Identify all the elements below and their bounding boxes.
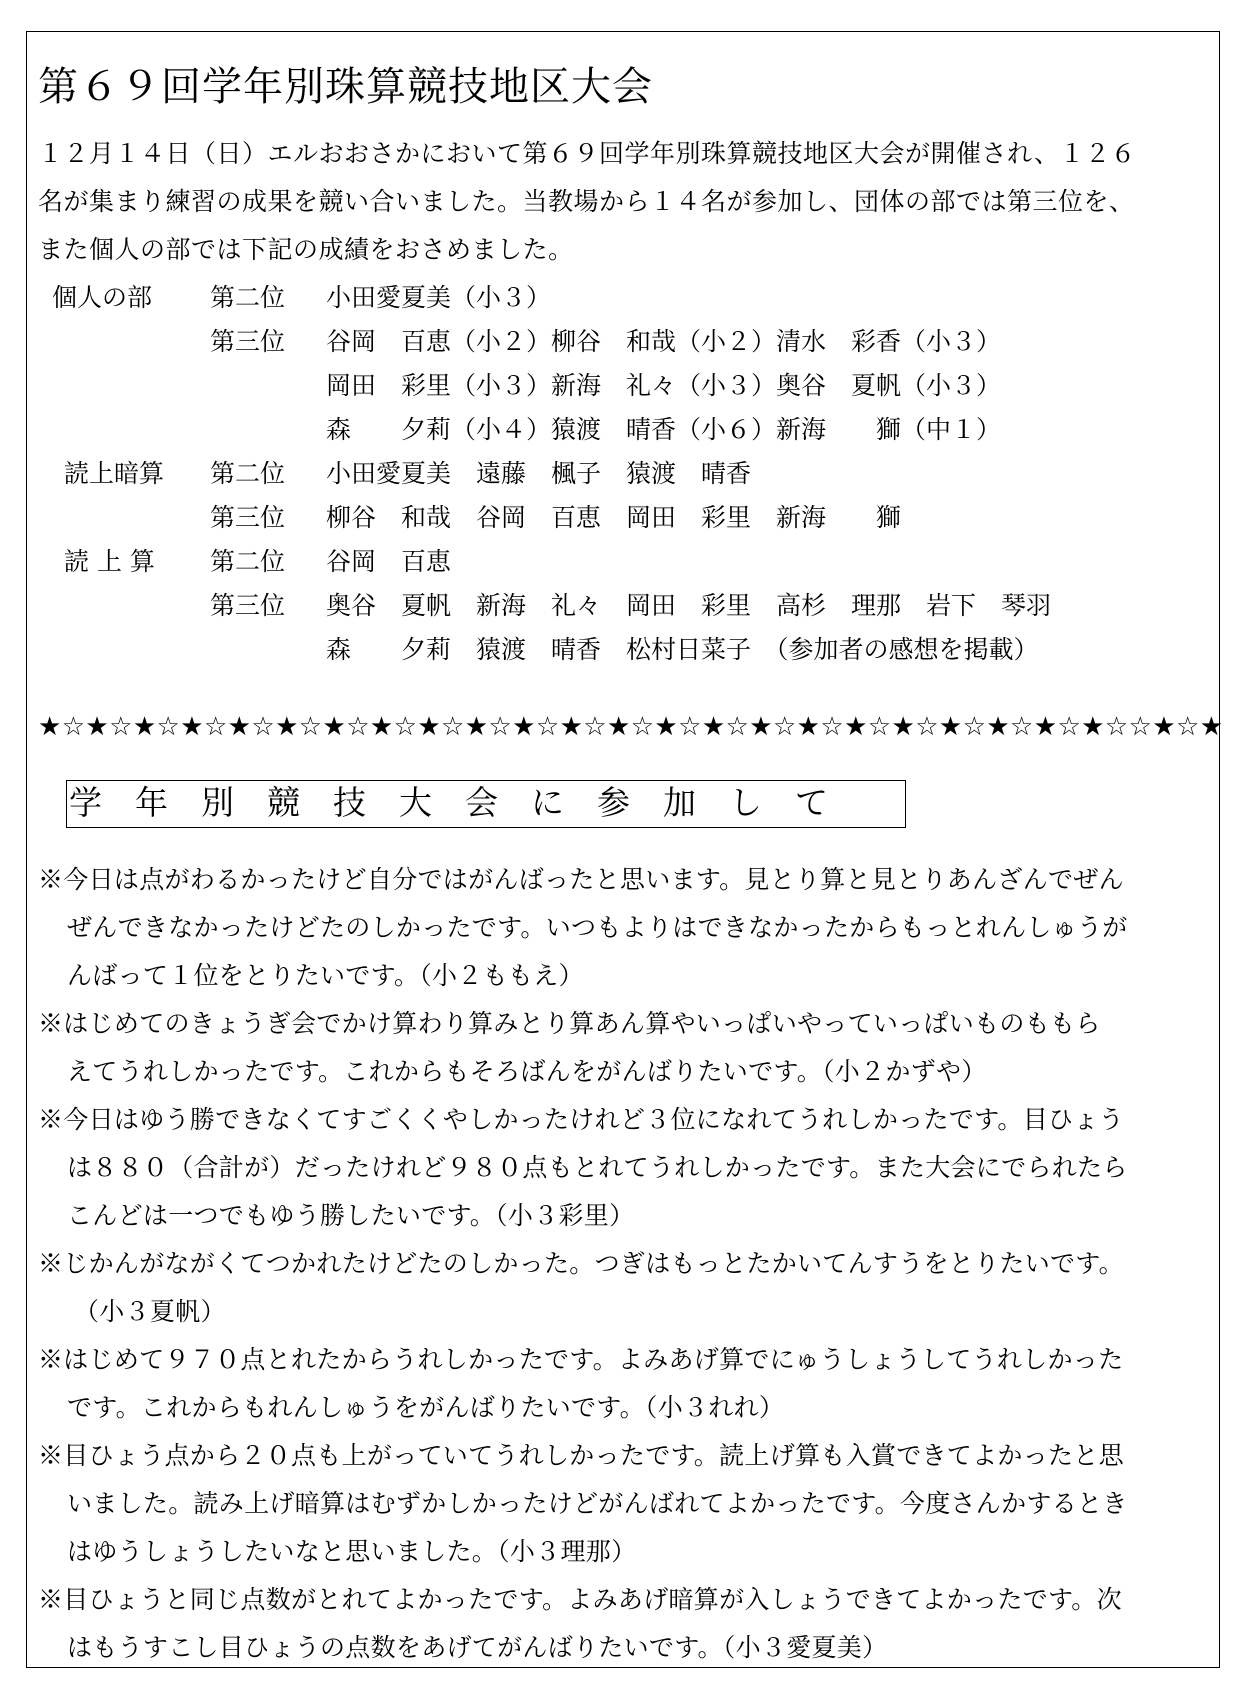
comments-list bbox=[38, 856, 1212, 1672]
award-category: 読 上 算 bbox=[64, 547, 155, 576]
comment-line: ※今日は点がわるかったけど自分ではがんばったと思います。見とり算と見とりあんざんでぜん bbox=[38, 865, 1124, 894]
comment-line: ※はじめて９７０点とれたからうれしかったです。よみあげ算でにゅうしょうしてうれしかった bbox=[38, 1345, 1124, 1374]
comment-line: ※今日はゆう勝できなくてすごくくやしかったけれど３位になれてうれしかったです。目ひょう bbox=[38, 1105, 1124, 1134]
comment-item bbox=[38, 1432, 1212, 1576]
award-names: 森 夕莉 猿渡 晴香 松村日菜子 （参加者の感想を掲載） bbox=[326, 635, 1039, 664]
award-names: 谷岡 百恵（小２）柳谷 和哉（小２）清水 彩香（小３） bbox=[326, 327, 1002, 356]
award-category: 読上暗算 bbox=[64, 459, 165, 488]
section-heading: 学 年 別 競 技 大 会 に 参 加 し て bbox=[66, 780, 906, 828]
comment-item bbox=[38, 1096, 1212, 1240]
intro-paragraph bbox=[38, 130, 1208, 274]
comment-item bbox=[38, 1240, 1212, 1336]
comment-line: です。これからもれんしゅうをがんばりたいです。（小３れれ） bbox=[67, 1393, 785, 1422]
intro-line: また個人の部では下記の成績をおさめました。 bbox=[38, 235, 574, 264]
award-names: 谷岡 百恵 bbox=[326, 547, 452, 576]
comment-line: んばって１位をとりたいです。（小２ももえ） bbox=[67, 961, 584, 990]
comment-line: えてうれしかったです。これからもそろばんをがんばりたいです。（小２かずや） bbox=[67, 1057, 987, 1086]
award-rank: 第三位 bbox=[210, 503, 286, 532]
comment-line: ※目ひょうと同じ点数がとれてよかったです。よみあげ暗算が入しょうできてよかったです。次 bbox=[38, 1585, 1122, 1614]
award-rank: 第二位 bbox=[210, 283, 286, 312]
comment-line: はもうすこし目ひょうの点数をあげてがんばりたいです。（小３愛夏美） bbox=[67, 1633, 888, 1662]
award-rank: 第二位 bbox=[210, 459, 286, 488]
comment-line: いました。読み上げ暗算はむずかしかったけどがんばれてよかったです。今度さんかするとき bbox=[67, 1489, 1128, 1518]
comment-line: ぜんできなかったけどたのしかったです。いつもよりはできなかったからもっとれんしゅうが bbox=[67, 913, 1128, 942]
comment-item bbox=[38, 1576, 1212, 1672]
comment-line: ※じかんがながくてつかれたけどたのしかった。つぎはもっとたかいてんすうをとりたいです。 bbox=[38, 1249, 1124, 1278]
comment-line: ※はじめてのきょうぎ会でかけ算わり算みとり算あん算やいっぱいやっていっぱいものももら bbox=[38, 1009, 1101, 1038]
star-divider: ★☆★☆★☆★☆★☆★☆★☆★☆★☆★☆★☆★☆★☆★☆★☆★☆★☆★☆★☆★☆★☆★☆★☆☆★☆★ bbox=[38, 712, 1224, 742]
award-rank: 第二位 bbox=[210, 547, 286, 576]
comment-line: はゆうしょうしたいなと思いました。（小３理那） bbox=[67, 1537, 637, 1566]
award-rank: 第三位 bbox=[210, 591, 286, 620]
award-names: 岡田 彩里（小３）新海 礼々（小３）奥谷 夏帆（小３） bbox=[326, 371, 1002, 400]
award-category: 個人の部 bbox=[52, 283, 153, 312]
comment-line: こんどは一つでもゆう勝したいです。（小３彩里） bbox=[67, 1201, 635, 1230]
comment-line: は８８０（合計が）だったけれど９８０点もとれてうれしかったです。また大会にでられたら bbox=[67, 1153, 1128, 1182]
award-names: 柳谷 和哉 谷岡 百恵 岡田 彩里 新海 獅 bbox=[326, 503, 902, 532]
comment-line: ※目ひょう点から２０点も上がっていてうれしかったです。読上げ算も入賞できてよかったと思 bbox=[38, 1441, 1124, 1470]
award-names: 小田愛夏美 遠藤 楓子 猿渡 晴香 bbox=[326, 459, 752, 488]
award-names: 奥谷 夏帆 新海 礼々 岡田 彩里 高杉 理那 岩下 琴羽 bbox=[326, 591, 1052, 620]
intro-line: 名が集まり練習の成果を競い合いました。当教場から１４名が参加し、団体の部では第三位を、 bbox=[38, 187, 1135, 216]
page-title: 第６９回学年別珠算競技地区大会 bbox=[38, 64, 653, 110]
comment-item bbox=[38, 1336, 1212, 1432]
intro-line: １２月１４日（日）エルおおさかにおいて第６９回学年別珠算競技地区大会が開催され、１２６ bbox=[38, 139, 1137, 168]
award-names: 小田愛夏美（小３） bbox=[326, 283, 552, 312]
comment-line: （小３夏帆） bbox=[74, 1297, 226, 1326]
comment-item bbox=[38, 856, 1212, 1000]
comment-item bbox=[38, 1000, 1212, 1096]
award-names: 森 夕莉（小４）猿渡 晴香（小６）新海 獅（中１） bbox=[326, 415, 1002, 444]
award-rank: 第三位 bbox=[210, 327, 286, 356]
